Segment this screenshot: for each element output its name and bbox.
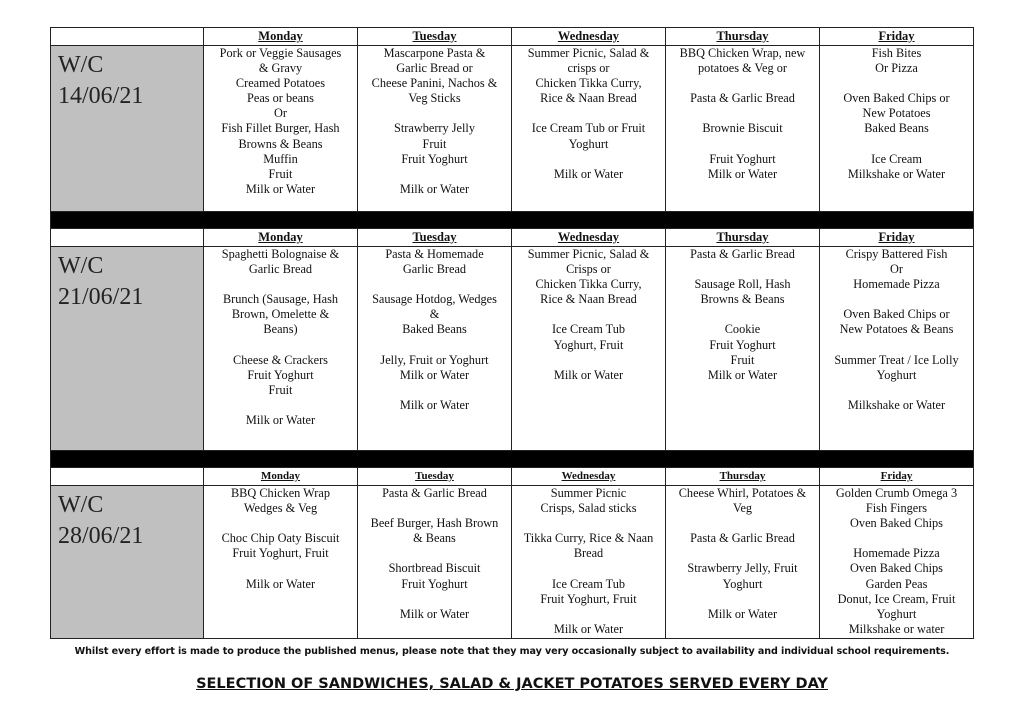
menu-item [512, 307, 665, 322]
week-1-header-row [51, 28, 974, 46]
week-1-day-header-cell [358, 28, 512, 46]
menu-item: Fruit [422, 136, 447, 151]
week-1-day-header-cell [204, 28, 358, 46]
menu-item [358, 501, 511, 516]
disclaimer-text: Whilst every effort is made to produce the published menus, please note that they may very occasionally subject to availability and individual school requirements. [74, 646, 950, 657]
week-1-friday-menu [820, 46, 974, 212]
menu-item [358, 277, 511, 292]
week-2-menu-row [51, 247, 974, 451]
menu-item: Ice Cream Tub or Fruit [531, 121, 646, 136]
week-3-label-header [51, 468, 204, 486]
menu-item: Pork or Veggie Sausages [219, 46, 342, 60]
menu-item: New Potatoes & Beans [839, 322, 954, 337]
menu-item: Beef Burger, Hash Brown [370, 516, 499, 531]
menu-item: & Beans [413, 531, 456, 546]
week-3-day-header-cell [820, 468, 974, 486]
menu-item: Pasta & Garlic Bread [690, 91, 795, 106]
menu-item: Garden Peas [865, 576, 928, 591]
week-1-monday-menu [204, 46, 358, 212]
menu-item: Crispy Battered Fish [845, 247, 948, 261]
separator-fill [51, 212, 974, 229]
menu-item [666, 106, 819, 121]
menu-item: Oven Baked Chips or [843, 91, 950, 106]
menu-item: Pasta & Homemade [385, 247, 484, 261]
menu-item [204, 561, 357, 576]
menu-item: Ice Cream Tub [551, 576, 626, 591]
menu-item: Summer Picnic [550, 486, 627, 500]
week-3-day-header-cell [666, 468, 820, 486]
menu-item: Chicken Tikka Curry, [535, 76, 642, 91]
menu-item: Chicken Tikka Curry, [535, 277, 642, 292]
week-3-day-header-cell [512, 468, 666, 486]
menu-item: Fruit [268, 382, 293, 397]
week-2-thursday-menu [666, 247, 820, 451]
week-1-friday-heading: Friday [878, 29, 915, 43]
menu-item: Garlic Bread or [396, 61, 473, 76]
menu-item [820, 76, 973, 91]
week-2-day-header-cell [358, 229, 512, 247]
week-3-tuesday-heading: Tuesday [415, 470, 454, 482]
menu-item: Summer Picnic, Salad & [527, 46, 650, 60]
menu-item: Sausage Roll, Hash [694, 277, 791, 292]
menu-item: Brownie Biscuit [702, 121, 783, 136]
menu-item: Homemade Pizza [853, 277, 940, 292]
menu-item: Homemade Pizza [853, 546, 940, 561]
menu-item: & [429, 307, 440, 322]
week-2-header-row [51, 229, 974, 247]
menu-item [358, 592, 511, 607]
menu-item: Cheese & Crackers [233, 352, 328, 367]
menu-item: Milk or Water [553, 367, 624, 382]
menu-item [358, 106, 511, 121]
menu-item: potatoes & Veg or [698, 61, 787, 76]
menu-item [204, 338, 357, 353]
menu-item [204, 398, 357, 413]
week-1-label-header [51, 28, 204, 46]
menu-item [666, 262, 819, 277]
week-1-label-cell [51, 46, 204, 212]
menu-item: Peas or beans [247, 91, 314, 106]
menu-item [666, 76, 819, 91]
week-3-day-header-cell [358, 468, 512, 486]
menu-item: Summer Treat / Ice Lolly [834, 352, 959, 367]
week-3-monday-menu [204, 486, 358, 639]
menu-item: Fruit Yoghurt [709, 337, 776, 352]
menu-item: Rice & Naan Bread [540, 292, 637, 307]
week-1-day-header-cell [666, 28, 820, 46]
week-separator-bar [51, 212, 974, 229]
menu-item [512, 152, 665, 167]
menu-item [512, 607, 665, 622]
menu-item: Mascarpone Pasta & [383, 46, 486, 60]
menu-item [820, 531, 973, 546]
menu-item: Or [890, 262, 903, 277]
menu-item: Fish Fillet Burger, Hash [221, 121, 340, 136]
menu-item: Milk or Water [399, 181, 470, 196]
week-2-day-header-cell [666, 229, 820, 247]
menu-item: Milk or Water [399, 606, 470, 621]
menu-item: Fruit Yoghurt [709, 151, 776, 166]
week-2-friday-heading: Friday [878, 230, 915, 244]
separator-fill [51, 451, 974, 468]
menu-item [512, 353, 665, 368]
week-1-menu-row [51, 46, 974, 212]
menu-item [666, 516, 819, 531]
menu-item: Milk or Water [399, 367, 470, 382]
menu-item: Muffin [263, 151, 298, 166]
menu-item [820, 383, 973, 398]
menu-item: Browns & Beans [700, 292, 785, 307]
menu-item: Veg Sticks [408, 91, 461, 106]
menu-item: Yoghurt [876, 606, 917, 621]
week-3-label: W/C 28/06/21 [58, 492, 144, 549]
week-1-wednesday-menu [512, 46, 666, 212]
menu-item: Brunch (Sausage, Hash [222, 292, 339, 307]
menu-item: Fish Bites [871, 46, 922, 60]
menu-item: Fruit Yoghurt [401, 151, 468, 166]
menu-item: Fruit Yoghurt [247, 367, 314, 382]
menu-item: BBQ Chicken Wrap [230, 486, 330, 500]
week-1-wednesday-heading: Wednesday [557, 29, 620, 43]
menu-item: Baked Beans [402, 322, 467, 337]
menu-item: Baked Beans [864, 121, 929, 136]
week-3-menu-row [51, 486, 974, 639]
menu-item [358, 383, 511, 398]
menu-item: Creamed Potatoes [235, 76, 326, 91]
menu-item: Milk or Water [707, 606, 778, 621]
week-3-thursday-menu [666, 486, 820, 639]
week-3-thursday-heading: Thursday [719, 470, 766, 482]
week-1-monday-heading: Monday [258, 29, 303, 43]
week-3-friday-heading: Friday [880, 470, 913, 482]
menu-item: Veg [732, 501, 753, 516]
week-2-monday-menu [204, 247, 358, 451]
menu-item: Milk or Water [245, 181, 316, 196]
menu-item: Milk or Water [245, 576, 316, 591]
menu-item [204, 277, 357, 292]
menu-item [820, 292, 973, 307]
week-2-monday-heading: Monday [258, 230, 303, 244]
menu-item: Milk or Water [707, 367, 778, 382]
menu-item: Fruit [730, 352, 755, 367]
week-2-tuesday-heading: Tuesday [412, 230, 457, 244]
menu-item: Yoghurt [722, 576, 763, 591]
menu-item: Tikka Curry, Rice & Naan [523, 531, 654, 546]
menu-item: Cheese Panini, Nachos & [371, 76, 498, 91]
footer-heading: SELECTION OF SANDWICHES, SALAD & JACKET POTATOES SERVED EVERY DAY [196, 676, 828, 692]
menu-item [512, 516, 665, 531]
menu-item: Fruit Yoghurt [401, 576, 468, 591]
week-2-label-cell [51, 247, 204, 451]
menu-item [512, 561, 665, 576]
week-separator-bar [51, 451, 974, 468]
menu-item [820, 137, 973, 152]
week-2-wednesday-menu [512, 247, 666, 451]
menu-item: Pasta & Garlic Bread [690, 247, 795, 261]
menu-item: Garlic Bread [402, 262, 467, 277]
menu-item: Summer Picnic, Salad & [527, 247, 650, 261]
menu-item: Ice Cream [871, 151, 922, 166]
menu-item: crisps or [567, 61, 610, 76]
menu-item: Milk or Water [245, 413, 316, 428]
menu-item: Fruit Yoghurt, Fruit [232, 546, 329, 561]
menu-item: Choc Chip Oaty Biscuit [221, 531, 340, 546]
menu-item: Brown, Omelette & [231, 307, 330, 322]
menu-item: Cookie [724, 322, 761, 337]
menu-item: Beans) [263, 322, 298, 337]
week-2-thursday-heading: Thursday [716, 230, 769, 244]
week-3-wednesday-menu [512, 486, 666, 639]
menu-item: Milk or Water [553, 166, 624, 181]
menu-item: Milkshake or water [848, 621, 945, 636]
menu-item: Milk or Water [553, 621, 624, 636]
week-1-tuesday-menu [358, 46, 512, 212]
week-3-monday-heading: Monday [260, 470, 301, 482]
menu-item: Spaghetti Bolognaise & [221, 247, 340, 261]
menu-item: Garlic Bread [248, 262, 313, 277]
menu-item: Fruit Yoghurt, Fruit [540, 591, 637, 606]
menu-item [666, 137, 819, 152]
week-1-tuesday-heading: Tuesday [412, 29, 457, 43]
menu-item: Rice & Naan Bread [540, 91, 637, 106]
menu-item: Cheese Whirl, Potatoes & [678, 486, 807, 500]
week-3-day-header-cell [204, 468, 358, 486]
menu-item: Golden Crumb Omega 3 [835, 486, 958, 500]
week-1-day-header-cell [512, 28, 666, 46]
menu-item: Donut, Ice Cream, Fruit [837, 591, 956, 606]
week-3-friday-menu [820, 486, 974, 639]
week-2-day-header-cell [512, 229, 666, 247]
week-3-tuesday-menu [358, 486, 512, 639]
menu-item [666, 592, 819, 607]
menu-item: Strawberry Jelly [394, 121, 475, 136]
menu-item: Milkshake or Water [847, 397, 946, 412]
menu-item: New Potatoes [862, 106, 931, 121]
menu-item: Jelly, Fruit or Yoghurt [380, 352, 489, 367]
menu-item: Fruit [268, 166, 293, 181]
week-2-day-header-cell [820, 229, 974, 247]
menu-item: Strawberry Jelly, Fruit [687, 561, 798, 576]
menu-item: Yoghurt [876, 367, 917, 382]
week-2-label: W/C 21/06/21 [58, 253, 144, 310]
week-2-day-header-cell [204, 229, 358, 247]
menu-item [512, 106, 665, 121]
menu-item: Or Pizza [875, 61, 918, 76]
menu-item: Yoghurt, Fruit [553, 337, 624, 352]
week-1-thursday-heading: Thursday [716, 29, 769, 43]
week-2-friday-menu [820, 247, 974, 451]
menu-item: Or [274, 106, 287, 121]
menu-item: Fish Fingers [865, 501, 928, 516]
week-2-wednesday-heading: Wednesday [557, 230, 620, 244]
week-3-wednesday-heading: Wednesday [561, 470, 616, 482]
menu-item: Oven Baked Chips [850, 561, 943, 576]
week-3-header-row [51, 468, 974, 486]
menu-item [820, 338, 973, 353]
menu-item: Bread [573, 546, 604, 561]
menu-item [358, 338, 511, 353]
menu-item: Milk or Water [399, 397, 470, 412]
menu-item: Shortbread Biscuit [388, 561, 481, 576]
menu-item: Ice Cream Tub [551, 322, 626, 337]
menu-item: Pasta & Garlic Bread [382, 486, 487, 500]
menu-table [50, 27, 974, 639]
week-1-thursday-menu [666, 46, 820, 212]
menu-item [358, 546, 511, 561]
week-3-label-cell [51, 486, 204, 639]
menu-item: Milkshake or Water [847, 166, 946, 181]
menu-item [204, 516, 357, 531]
menu-item: Crisps or [566, 262, 611, 277]
menu-item: BBQ Chicken Wrap, new [679, 46, 806, 60]
week-1-day-header-cell [820, 28, 974, 46]
menu-item [666, 546, 819, 561]
menu-item [358, 167, 511, 182]
week-2-tuesday-menu [358, 247, 512, 451]
menu-item: & Gravy [258, 61, 303, 76]
week-1-label: W/C 14/06/21 [58, 52, 144, 109]
menu-item: Browns & Beans [238, 136, 323, 151]
menu-item: Crisps, Salad sticks [540, 501, 637, 516]
menu-item [666, 307, 819, 322]
week-2-label-header [51, 229, 204, 247]
menu-item: Oven Baked Chips [850, 516, 943, 531]
menu-item: Wedges & Veg [243, 501, 318, 516]
menu-item: Oven Baked Chips or [843, 307, 950, 322]
menu-item: Yoghurt [568, 136, 609, 151]
menu-item: Milk or Water [707, 166, 778, 181]
menu-item: Pasta & Garlic Bread [690, 531, 795, 546]
menu-item: Sausage Hotdog, Wedges [372, 292, 497, 307]
